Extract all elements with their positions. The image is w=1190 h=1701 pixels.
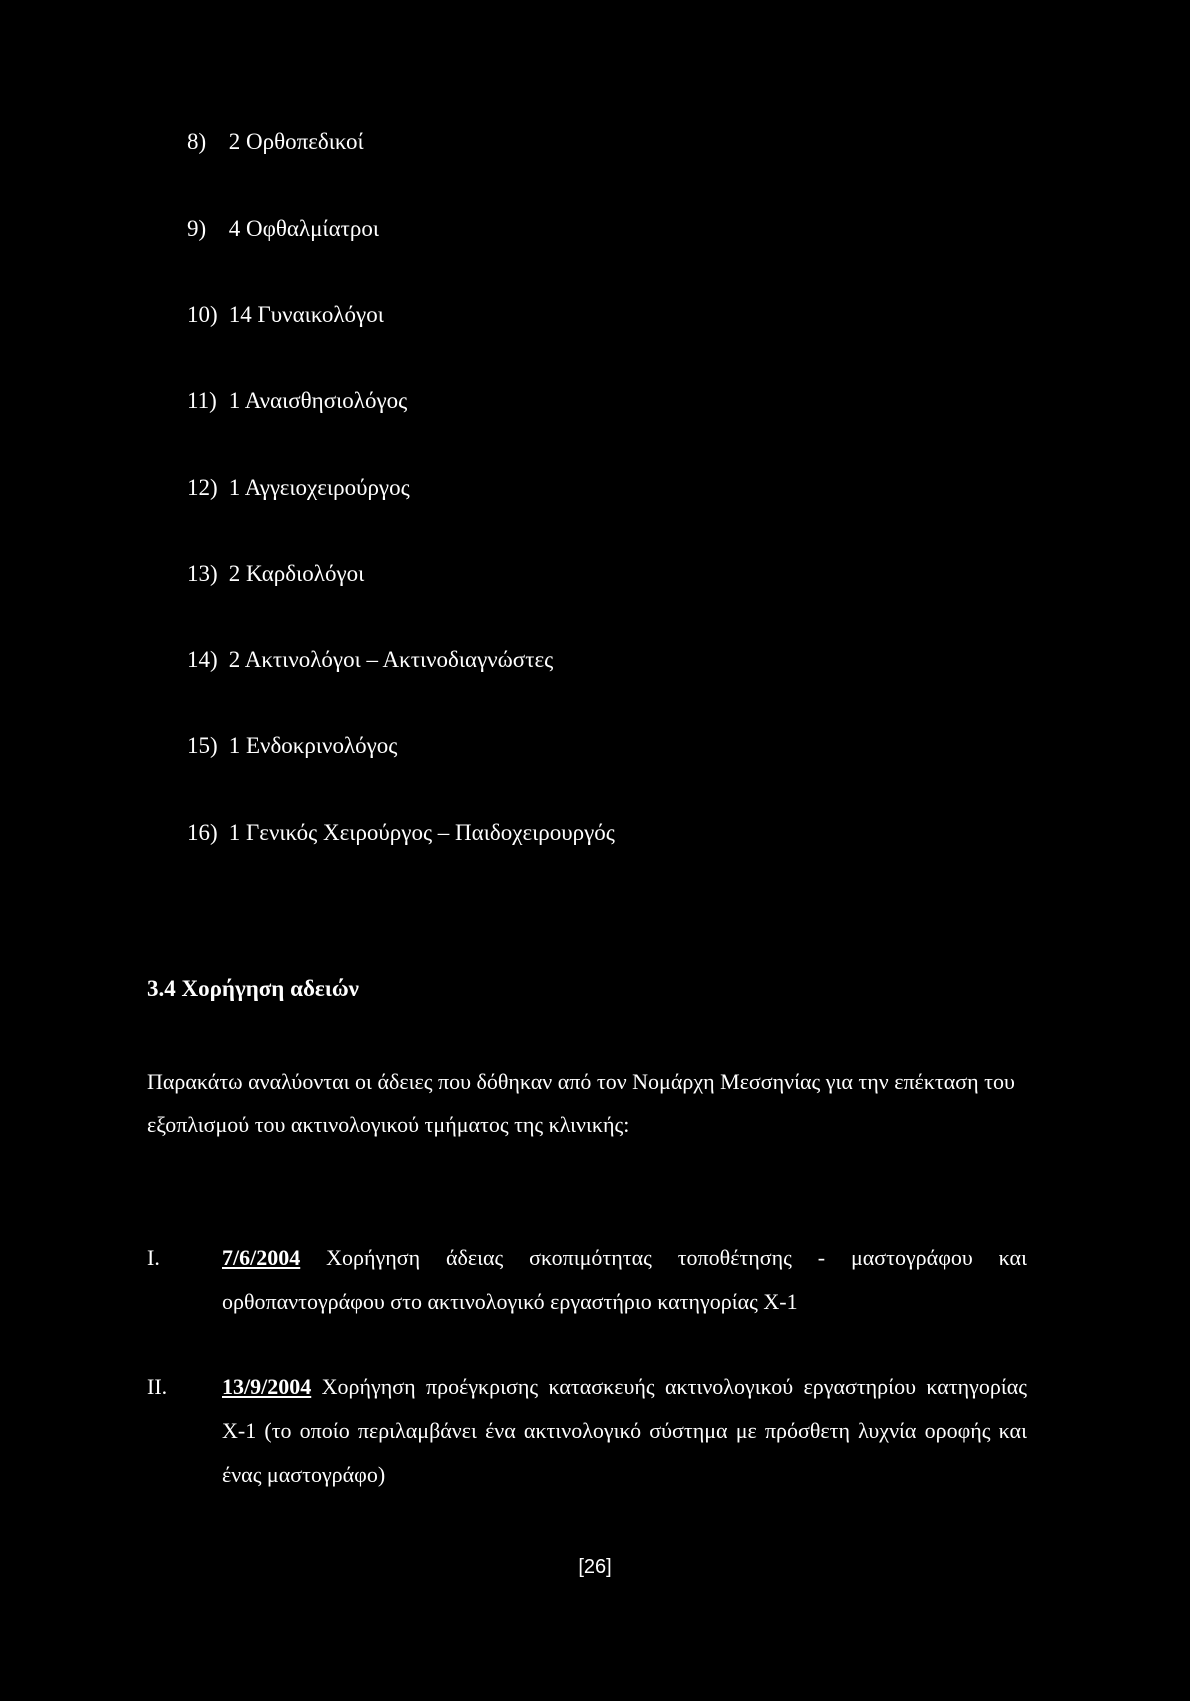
list-number: 13): [187, 561, 218, 586]
list-number: 11): [187, 388, 217, 413]
section-heading: 3.4 Χορήγηση αδειών: [147, 976, 359, 1001]
list-item-11: [187, 387, 407, 415]
list-item-14: [187, 646, 553, 674]
list-text: 1 Ενδοκρινολόγος: [228, 733, 398, 758]
list-text: 2 Ακτινολόγοι – Ακτινοδιαγνώστες: [228, 647, 554, 672]
list-number: 14): [187, 647, 218, 672]
permit-body: [222, 1365, 1027, 1497]
list-item-12: [187, 474, 410, 502]
list-text: 14 Γυναικολόγοι: [228, 302, 384, 327]
list-item-15: [187, 732, 397, 760]
list-item-13: [187, 560, 364, 588]
permit-roman-numeral: I.: [147, 1245, 160, 1270]
list-item-16: [187, 819, 615, 847]
list-item-8: [187, 128, 364, 156]
list-number: 12): [187, 475, 218, 500]
list-item-10: [187, 301, 384, 329]
permit-date: 13/9/2004: [222, 1374, 312, 1399]
permit-item-2: [147, 1365, 1027, 1497]
list-number: 15): [187, 733, 218, 758]
list-number: 9): [187, 216, 207, 241]
permit-item-1: [147, 1236, 1027, 1324]
permit-date: 7/6/2004: [222, 1245, 301, 1270]
list-text: 2 Ορθοπεδικοί: [228, 129, 364, 154]
permit-roman-numeral: II.: [147, 1374, 168, 1399]
permit-text: Χορήγηση άδειας σκοπιμότητας τοποθέτησης - μαστογράφου και ορθοπαντογράφου στο ακτινολογικό εργαστήριο κατηγορίας Χ-1: [222, 1245, 1027, 1314]
list-number: 10): [187, 302, 218, 327]
list-text: 2 Καρδιολόγοι: [228, 561, 365, 586]
permit-text: Χορήγηση προέγκρισης κατασκευής ακτινολογικού εργαστηρίου κατηγορίας Χ-1 (το οποίο περιλαμβάνει ένα ακτινολογικό σύστημα με πρόσθετη λυχνία οροφής και ένας μαστογράφο): [222, 1374, 1027, 1487]
list-item-9: [187, 215, 379, 243]
list-text: 1 Γενικός Χειρούργος – Παιδοχειρουργός: [228, 820, 615, 845]
list-text: 1 Αγγειοχειρούργος: [228, 475, 410, 500]
permit-body: [222, 1236, 1027, 1324]
list-number: 8): [187, 129, 207, 154]
list-text: 4 Οφθαλμίατροι: [228, 216, 380, 241]
list-text: 1 Αναισθησιολόγος: [228, 388, 408, 413]
list-number: 16): [187, 820, 218, 845]
page-number: [26]: [578, 1556, 612, 1578]
section-intro-paragraph: Παρακάτω αναλύονται οι άδειες που δόθηκαν από τον Νομάρχη Μεσσηνίας για την επέκταση του εξοπλισμού του ακτινολογικού τμήματος της κλινικής:: [147, 1069, 1015, 1137]
